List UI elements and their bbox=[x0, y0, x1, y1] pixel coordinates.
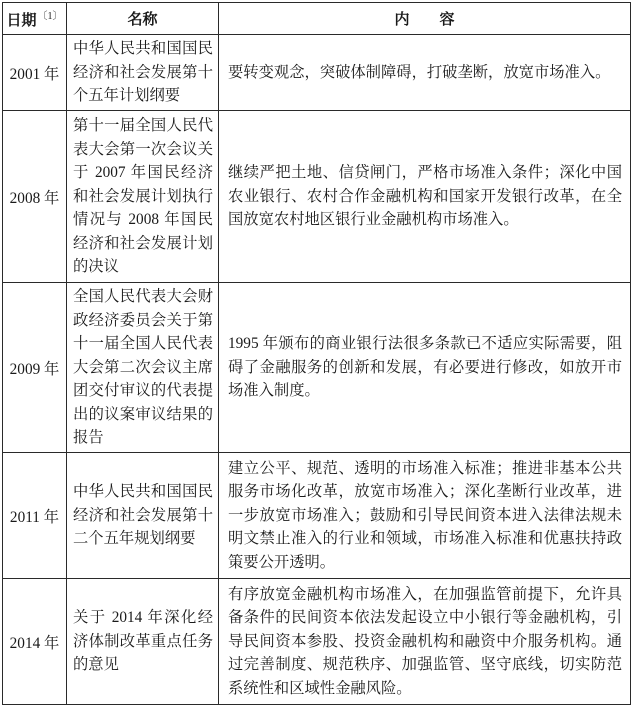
date-cell bbox=[3, 283, 67, 453]
name-line: 二个五年规划纲要 bbox=[73, 530, 196, 548]
content-line: 明文禁止准入的行业和领域，市场准入标准和优惠扶持政 bbox=[228, 530, 622, 548]
name-line: 第十一届全国人民代 bbox=[73, 117, 213, 135]
header-date-footnote: 〔1〕 bbox=[37, 11, 63, 22]
header-content-label: 内 容 bbox=[394, 11, 455, 28]
content-line: 服务市场化改革，放宽市场准入；深化垄断行业改革，进 bbox=[228, 483, 622, 501]
header-date-label: 日期 bbox=[6, 12, 37, 29]
content-cell bbox=[219, 453, 631, 579]
name-line: 报告 bbox=[73, 429, 104, 447]
name-line: 出的议案审议结果的 bbox=[73, 405, 213, 423]
table-row bbox=[3, 453, 631, 579]
name-cell bbox=[67, 453, 219, 579]
table-row bbox=[3, 111, 631, 283]
name-line: 济体制改革重点任务 bbox=[73, 632, 213, 650]
name-line: 全国人民代表大会财 bbox=[73, 288, 213, 306]
header-name-label: 名称 bbox=[127, 11, 158, 28]
name-line: 情况与 2008 年国民 bbox=[73, 211, 213, 229]
date-cell bbox=[3, 111, 67, 283]
name-line: 经济和社会发展第十 bbox=[73, 63, 213, 81]
name-line: 和社会发展计划执行 bbox=[73, 187, 213, 205]
date-text: 2011 年 bbox=[9, 508, 60, 526]
content-line: 国放宽农村地区银行业金融机构市场准入。 bbox=[228, 211, 519, 229]
content-cell bbox=[219, 579, 631, 705]
date-cell bbox=[3, 579, 67, 705]
name-line: 经济和社会发展计划 bbox=[73, 234, 213, 252]
content-line: 1995 年颁布的商业银行法很多条款已不适应实际需要，阻 bbox=[228, 335, 622, 353]
table-head bbox=[3, 3, 631, 35]
name-line: 的决议 bbox=[73, 258, 119, 276]
header-date bbox=[3, 3, 67, 35]
name-line: 的意见 bbox=[73, 656, 119, 674]
table-header-row bbox=[3, 3, 631, 35]
content-line: 建立公平、规范、透明的市场准入标准；推进非基本公共 bbox=[228, 459, 622, 477]
date-text: 2014 年 bbox=[9, 634, 60, 652]
name-cell bbox=[67, 579, 219, 705]
date-text: 2008 年 bbox=[9, 189, 60, 207]
content-line: 备条件的民间资本依法发起设立中小银行等金融机构，引 bbox=[228, 609, 622, 627]
policy-table bbox=[2, 2, 631, 705]
name-line: 于 2007 年国民经济 bbox=[73, 164, 213, 182]
content-cell bbox=[219, 283, 631, 453]
table-row bbox=[3, 283, 631, 453]
date-text: 2001 年 bbox=[9, 65, 60, 83]
name-line: 经济和社会发展第十 bbox=[73, 506, 213, 524]
content-cell bbox=[219, 111, 631, 283]
date-cell bbox=[3, 35, 67, 111]
content-line: 系统性和区域性金融风险。 bbox=[228, 679, 412, 697]
content-line: 有序放宽金融机构市场准入，在加强监管前提下，允许具 bbox=[228, 585, 622, 603]
table-row bbox=[3, 579, 631, 705]
header-name bbox=[67, 3, 219, 35]
name-line: 中华人民共和国国民 bbox=[73, 483, 213, 501]
name-line: 中华人民共和国国民 bbox=[73, 40, 213, 58]
content-cell bbox=[219, 35, 631, 111]
content-line: 策要公开透明。 bbox=[228, 553, 336, 571]
name-line: 政经济委员会关于第 bbox=[73, 311, 213, 329]
table-body bbox=[3, 35, 631, 705]
content-line: 过完善制度、规范秩序、加强监管、坚守底线，切实防范 bbox=[228, 656, 622, 674]
table-row bbox=[3, 35, 631, 111]
content-line: 场准入制度。 bbox=[228, 382, 320, 400]
name-line: 表大会第一次会议关 bbox=[73, 140, 213, 158]
name-cell bbox=[67, 283, 219, 453]
header-content bbox=[219, 3, 631, 35]
content-line: 要转变观念，突破体制障碍，打破垄断，放宽市场准入。 bbox=[228, 63, 611, 81]
name-cell bbox=[67, 35, 219, 111]
name-line: 关于 2014 年深化经 bbox=[73, 609, 213, 627]
date-text: 2009 年 bbox=[9, 360, 60, 378]
content-line: 继续严把土地、信贷闸门，严格市场准入条件；深化中国 bbox=[228, 164, 622, 182]
content-line: 一步放宽市场准入；鼓励和引导民间资本进入法律法规未 bbox=[228, 506, 622, 524]
date-cell bbox=[3, 453, 67, 579]
name-line: 团交付审议的代表提 bbox=[73, 382, 213, 400]
name-cell bbox=[67, 111, 219, 283]
content-line: 导民间资本参股、投资金融机构和融资中介服务机构。通 bbox=[228, 632, 622, 650]
name-line: 个五年计划纲要 bbox=[73, 87, 181, 105]
content-line: 农业银行、农村合作金融机构和国家开发银行改革，在全 bbox=[228, 187, 622, 205]
name-line: 十一届全国人民代表 bbox=[73, 335, 213, 353]
name-line: 大会第二次会议主席 bbox=[73, 358, 213, 376]
content-line: 碍了金融服务的创新和发展，有必要进行修改，如放开市 bbox=[228, 358, 622, 376]
